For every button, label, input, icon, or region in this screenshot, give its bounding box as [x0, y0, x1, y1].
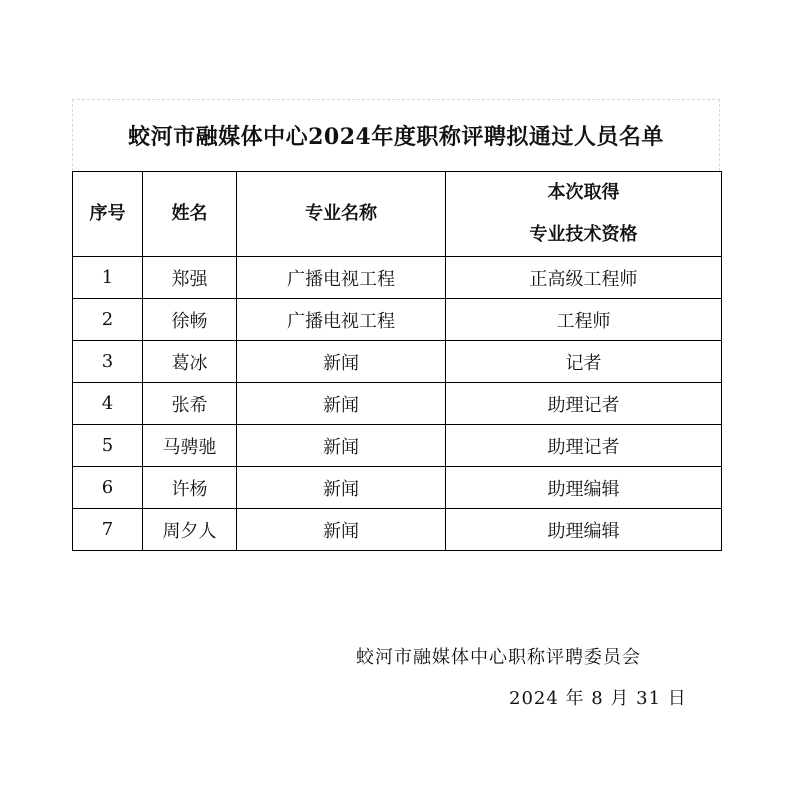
cell-seq: 5	[73, 425, 143, 467]
cell-name: 张希	[143, 383, 237, 425]
cell-name: 郑强	[143, 257, 237, 299]
cell-seq: 3	[73, 341, 143, 383]
cell-major: 广播电视工程	[237, 299, 446, 341]
cell-qualification: 助理编辑	[446, 467, 722, 509]
cell-major: 新闻	[237, 383, 446, 425]
cell-major: 新闻	[237, 425, 446, 467]
cell-name: 马骋驰	[143, 425, 237, 467]
cell-seq: 7	[73, 509, 143, 551]
cell-seq: 1	[73, 257, 143, 299]
cell-major: 新闻	[237, 341, 446, 383]
table-row	[73, 425, 722, 467]
cell-name: 葛冰	[143, 341, 237, 383]
table-row	[73, 509, 722, 551]
cell-name: 周夕人	[143, 509, 237, 551]
cell-seq: 4	[73, 383, 143, 425]
cell-major: 新闻	[237, 509, 446, 551]
cell-qualification: 记者	[446, 341, 722, 383]
cell-major: 广播电视工程	[237, 257, 446, 299]
title-box	[72, 99, 720, 171]
header-seq: 序号	[73, 172, 143, 257]
cell-qualification: 正高级工程师	[446, 257, 722, 299]
table-header-row	[73, 172, 722, 257]
table-row	[73, 299, 722, 341]
cell-qualification: 助理记者	[446, 425, 722, 467]
cell-name: 许杨	[143, 467, 237, 509]
cell-seq: 6	[73, 467, 143, 509]
header-qualification	[446, 172, 722, 257]
document-title: 蛟河市融媒体中心2024年度职称评聘拟通过人员名单	[128, 124, 664, 150]
table-row	[73, 467, 722, 509]
header-name: 姓名	[143, 172, 237, 257]
cell-seq: 2	[73, 299, 143, 341]
cell-qualification: 工程师	[446, 299, 722, 341]
header-major: 专业名称	[237, 172, 446, 257]
table-row	[73, 257, 722, 299]
cell-major: 新闻	[237, 467, 446, 509]
personnel-table	[72, 171, 722, 551]
table-row	[73, 341, 722, 383]
table-row	[73, 383, 722, 425]
header-qualification-line1: 本次取得	[547, 182, 620, 203]
issue-date: 2024 年 8 月 31 日	[509, 688, 687, 709]
cell-qualification: 助理记者	[446, 383, 722, 425]
cell-name: 徐畅	[143, 299, 237, 341]
cell-qualification: 助理编辑	[446, 509, 722, 551]
issuing-organization: 蛟河市融媒体中心职称评聘委员会	[356, 647, 641, 668]
header-qualification-line2: 专业技术资格	[529, 224, 638, 245]
